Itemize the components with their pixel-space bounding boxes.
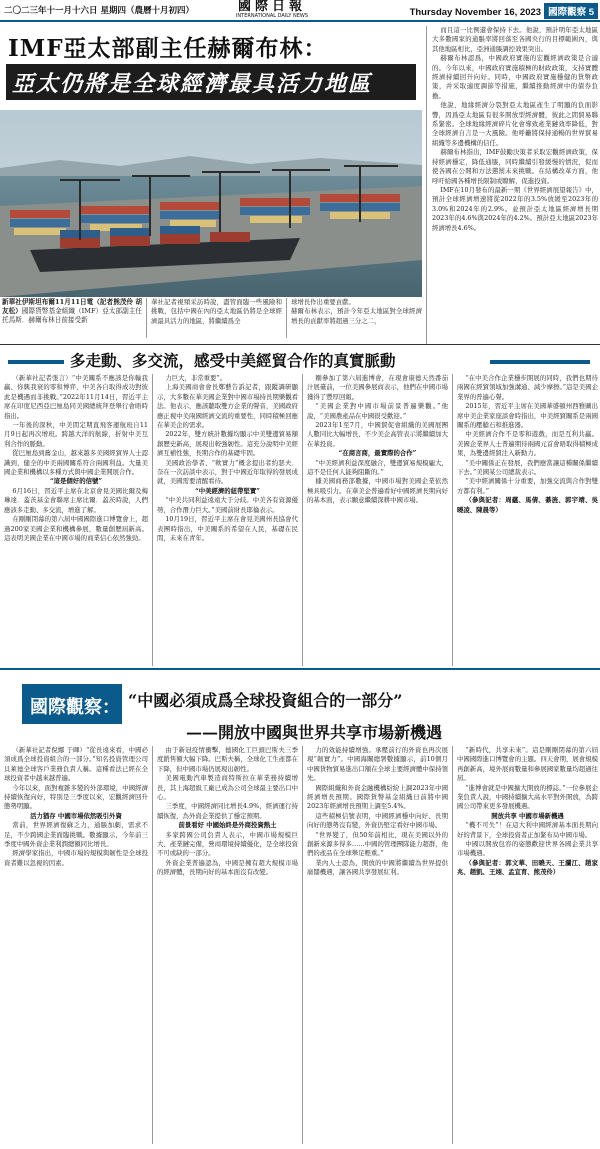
side-paragraph: IMF在10月發布的最新一期《世界經濟展望報告》中，預計全球經濟增速將從2022年的3.5%放緩至2023年的3.0%和2024年的2.9%。並預計亞太地區經濟增長期2023年的4.6%與2024年的4.2%。預計亞太地區2023年經濟增長4.6%。 — [432, 185, 598, 232]
article-paragraph: “機不可失”！在這大利中國經濟基本面長期向好的背景下，全球投資者正加緊布局中國市場。 — [457, 821, 598, 839]
top-story-column-b: 球增長作出重要貢獻。 赫爾布林表示，預計今年亞太地區對全球經濟增長的貢獻率將超過三分之二， — [286, 298, 422, 338]
article-paragraph: 中美經濟合作不是零和遊戲，而是互利共贏。美國企業界人士普遍期待兩國元首會晤取得積極成果，為雙邊經貿注入新動力。 — [457, 430, 598, 458]
logo-english: INTERNATIONAL DAILY NEWS — [235, 13, 309, 19]
headline-rule-right — [490, 360, 590, 364]
header-date-english: Thursday November 16, 2023 — [409, 7, 542, 18]
article-paragraph: “中美共同利益遠遠大于分歧。中美各有資源優勢，合作潛力巨大。”美國前財長耶倫表示。 — [157, 496, 298, 514]
header-date: 二〇二三年十一月十六日 星期四（農曆十月初四） — [4, 6, 194, 16]
article-credits: （參與記者：郭文華、田曉天、王瀾江、趙家兆、趙凱、王翊、孟宜育、熊茂伶） — [457, 858, 598, 877]
article-paragraph: 剛參加了第六屆進博會，在現會康德天然番茄汁展臺前，一位美國參展商表示，他們在中國市場獲得了豐厚回報。 — [307, 374, 448, 401]
photo-caption-source: 新華社伊斯坦布爾11月11日電（記者熊茂伶 胡友松） — [2, 298, 142, 316]
article-paragraph: 2023年1至7月，中國貿促會組織的美國展團人數同比大幅增長，不少美企高管表示將繼續加大在華投資。 — [307, 421, 448, 448]
section2-column-2 — [152, 374, 298, 666]
side-paragraph: 他說，地緣經濟分裂對亞太地區產生了明顯的負面影響，因爲亞太地區有很多開放型經濟體，彼此之間貿易聯系緊密。全球地緣經濟碎片化會導致產業鏈效率降低，對全球經濟自言是一大風險。他呼籲將保持通暢的世界貿易組織等多邊機構的信任。 — [432, 101, 598, 147]
top-story-headline-block — [0, 26, 422, 108]
article-paragraph: 美國電動汽車製造商特斯拉在華業務持續增長，其上海超級工廠已成為公司全球最主要出口中心。 — [157, 774, 298, 802]
article-paragraph: 國際組織和外資金融機構紛紛上調2023年中國經濟增長預期。國際貨幣基金組織日前將中國2023年經濟增長預期上調至5.4%。 — [307, 783, 448, 811]
photo-caption-text: 國際貨幣基金組織（IMF）亞太部副主任托馬斯．赫爾布林日前接受新 — [2, 307, 142, 325]
article-paragraph: 據美國商務部數據，中國市場對美國企業依然極具吸引力。在華美企普遍看好中國經濟長期向好的基本面，表示願意繼續深耕中國市場。 — [307, 477, 448, 505]
section3-column-2 — [152, 746, 298, 1144]
section3-column-3 — [302, 746, 448, 1144]
article-paragraph: 2022年，雙方統計數據均顯示中美雙邊貿易額創歷史新高，展現出較強韌性。這充分說明中美經濟互補性強，長期合作的基礎牢固。 — [157, 430, 298, 458]
article-paragraph: 6月16日，習近平主席在北京會見美國比爾及梅琳達．蓋茨基金會聯席主席比爾．蓋茨時說，人們應該多走動、多交流，增進了解。 — [4, 486, 148, 514]
article-paragraph: “在中美合作企業穩步開展的同時，我們也期待兩國在經貿領域加強溝通、減少摩擦。”這是美國企業界的普遍心聲。 — [457, 374, 598, 401]
section2-column-4 — [452, 374, 598, 666]
article-paragraph: 力巨大，非常重要”。 — [165, 374, 227, 382]
top-story-side-column — [426, 26, 598, 344]
article-paragraph: 從巴厘島到舊金山，越來越多美國經貿界人士認識到，健全的中美兩國關系符合兩國利益。大量美國企業和機構以多種方式與中國企業開展合作。 — [4, 449, 148, 477]
section3-headline: “中國必須成爲全球投資組合的一部分” — [128, 691, 403, 710]
side-paragraph: 赫爾布林指出，IMF鼓勵決策者采取宏觀經濟政策，保持經濟穩定，降低通脹，同時繼續引發緩慢的情況，促而使各國在公開和方法懲罰未來挑戰。在結構改革方面，他呼吁給國各種增長限制或瞭解，促進投資。 — [432, 148, 598, 185]
article-paragraph: “新時代，共享未來”。這是剛剛閉幕的第六屆中國國際進口博覽會的主題。四天會期，展會規模再創新高，境外展商數量和參展國家數量均超過往屆。 — [457, 746, 598, 783]
article-paragraph: 今年以來，面對複雜多變的外部環境，中國經濟持續恢復向好，特別是三季度以來，宏觀經濟回升態勢明顯。 — [4, 783, 148, 811]
headline-rule-left — [8, 360, 64, 364]
logo-chinese: 國際日報 — [237, 0, 306, 14]
section2-column-1 — [4, 374, 148, 666]
port-photo — [0, 110, 422, 297]
article-paragraph: 力的效能持續增強。承壓前行的外資也再次展現“韌實力”。中國海關總署數據顯示，前10個月中國貨物貿易進出口額在全球主要經濟體中保持領先。 — [307, 746, 448, 783]
article-paragraph: “美中經濟關係十分重要，加強交流與合作對雙方都有利。” — [457, 477, 598, 495]
article-paragraph: 中國以開放包容的姿態歡迎世界各國企業共享市場機遇。 — [457, 840, 598, 858]
article-paragraph: （新華社記者張言）“中美關系不應該是你輸我贏、你興我衰的零和博弈，中美各自取得成功對彼此是機遇而非挑戰。”2022年11月14日，習近平主席在印度尼西亞巴厘島同美國總統拜登舉行會晤時指出。 — [4, 374, 148, 420]
article-paragraph: （新華社記者倪娜 于暉）“從長遠來看，中國必須成爲全球投資組合的一部分。”知名投資管理公司貝萊德全球客戶業務負責人稱。這種看法已經在全球投資者中越來越普遍。 — [4, 746, 148, 783]
section3-column-4 — [452, 746, 598, 1144]
article-paragraph: “美中關係正在發展，我們應當讓這種關係繼續下去。”美國某公司總裁表示。 — [457, 458, 598, 477]
article-paragraph: 業內人士認為，開放的中國將繼續為世界提供廣闊機遇，讓各國共享發展紅利。 — [307, 858, 448, 877]
article-subheading: 活力猶存 中國市場依然吸引外資 — [30, 811, 122, 820]
article-paragraph: 美國政治學者、“軟實力”概念提出者約瑟夫．奈在一次訪談中表示，對于中國近年取得的發展成就，美國需要清醒看待。 — [157, 458, 298, 486]
article-paragraph: 在剛剛閉幕的第六屆中國國際進口博覽會上，超過200家美國企業和機構參展，數量創歷屆新高。這表明美國企業在中國市場的商業信心依然強勁。 — [4, 515, 148, 542]
header-right — [410, 3, 598, 18]
article-paragraph: “中美經濟利益深度融合，雙邊貿易規模龐大，這不是任何人能夠阻斷的。” — [307, 458, 448, 477]
section-badge: 國際觀察 5 — [544, 3, 598, 19]
article-paragraph: 由于新冠疫情衝擊，德國化工巨頭巴斯夫三季度銷售額大幅下降。巴斯夫稱，全球化工生產都在下降，但中國市場仍展現出韌性。 — [157, 746, 298, 773]
section2-headline-bar — [0, 344, 600, 374]
article-paragraph: 10月19日，習近平主席在會見美國州長協會代表團時指出，中美關系的希望在人民，基礎在民間，未來在青年。 — [157, 515, 298, 542]
article-paragraph: 經濟學家指出，中國市場的規模與韌性是全球投資者難以忽視的因素。 — [4, 849, 148, 867]
side-paragraph: 赫爾布林認爲，中國政府實施的宏觀經濟政策是合適的。今年以來，中國政府實施積極的財政政策，支持實體經濟持續回升向好。同時，中國政府實施穩健的貨幣政策，并采取適度調節等措施，繼續推動經濟中的債券負擔。 — [432, 54, 598, 100]
article-paragraph: 外資企業普遍認為，中國是擁有超大規模市場的經濟體，長期向好的基本面沒有改變。 — [157, 858, 298, 877]
article-paragraph: “美國企業對中國市場前景普遍樂觀。”他說，“美國農產品在中國很受歡迎。” — [307, 402, 448, 420]
article-credits: （參與記者：周蘊、馬倩、綦旌、郭宇靖、吳曉凌、陳晨等） — [457, 496, 598, 514]
section3-subheadline: ——開放中國與世界共享市場新機遇 — [186, 723, 443, 742]
article-paragraph: “世界變了，但50年前相比，現在美國以外的創新來源多得多……中國的管理團隊能力超群，他們的產品在全球舉足輕重。” — [307, 830, 448, 858]
article-subheading: 開放共享 中國市場新機遇 — [491, 811, 564, 820]
photo-caption — [2, 298, 142, 338]
section3-label-box: 國際觀察： — [22, 684, 122, 724]
top-story-subhead: 亞太仍將是全球經濟最具活力地區 — [6, 64, 416, 100]
section3-column-1 — [4, 746, 148, 1144]
masthead-logo — [226, 0, 318, 20]
article-paragraph: 一年後的深秋，中美間定期直飛客運航班自11月9日起再次增班。跨越大洋的航線，折射中美互利合作的脈動。 — [4, 421, 148, 448]
article-subheading: “中美經濟的紐帶堅實” — [195, 486, 260, 495]
article-subheading: “在商言商，最實際的合作” — [338, 449, 417, 458]
section2-headline: 多走動、多交流，感受中美經貿合作的真實脈動 — [70, 351, 396, 370]
article-subheading: 前景看好 中國始終是外商投資熱土 — [178, 821, 277, 830]
article-paragraph: 當前，世界經濟復蘇乏力，通脹加劇，需求不足，不少跨國企業面臨挑戰。數據顯示，今年前三季度中國外資企業利潤總額同比增長。 — [4, 821, 148, 849]
article-paragraph: 三季度，中國經濟同比增長4.9%，經濟運行持續恢復，為外資企業提供了穩定預期。 — [157, 802, 298, 820]
page-header — [0, 0, 600, 22]
article-paragraph: 上海美國商會會長鄭藝告訴記者，跟蹤調研顯示，大多數在華美國企業對中國市場持長期樂觀看法。他表示，應該聽取雙方企業的聲音，美國政府應正視中美兩國經濟交流的重要性，同時積極回應在華美企的需求。 — [157, 383, 298, 430]
article-paragraph: “進博會就是中國擴大開放的標誌。”一位參展企業負責人說，中國持續擴大高水平對外開放，為跨國公司帶來更多發展機遇。 — [457, 783, 598, 811]
top-story-headline: IMF亞太部副主任赫爾布林： — [8, 35, 328, 62]
top-story-column-a: 華社記者視頻采訪時說，盡管面臨一些風險和挑戰，包括中國在內的亞太地區仍將是全球經濟最具活力的地區，將繼續爲全 — [146, 298, 282, 338]
article-paragraph: 這些積極信號表明，中國經濟穩中向好、長期向好的態勢沒有變，外資仍堅定看好中國市場。 — [307, 811, 448, 830]
side-paragraph: 而且這一比例還會保持下去。他說，預計明年亞太地區大多數國家的通脹率將回落至各國央行的目標範圍內，與其他地區相比，亞洲通脹調控效果突出。 — [432, 26, 598, 53]
article-paragraph: 2015年，習近平主席在美國華盛頓州西雅圖出席中美企業家座談會時指出，中美經貿關系是兩國關系的壓艙石和推進器。 — [457, 402, 598, 430]
article-paragraph: 多家跨國公司負責人表示，中國市場規模巨大、產業鏈完備，營商環境持續優化，是全球投資不可或缺的一部分。 — [157, 830, 298, 858]
article-subheading: “這是個好的信號” — [49, 477, 103, 486]
section2-column-3 — [302, 374, 448, 666]
